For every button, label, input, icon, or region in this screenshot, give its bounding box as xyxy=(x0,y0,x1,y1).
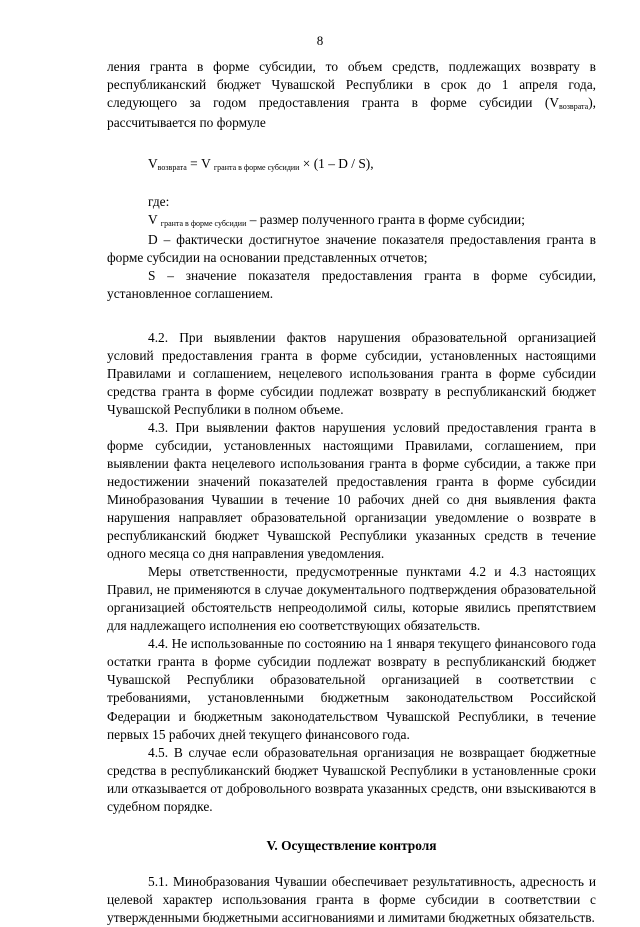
formula-rhs-tail: × (1 – D / S), xyxy=(299,156,374,172)
section-title: V. Осуществление контроля xyxy=(266,837,437,853)
formula-rhs-sub: гранта в форме субсидии xyxy=(213,163,300,173)
definition-v-main: V xyxy=(148,212,161,228)
page-number: 8 xyxy=(316,33,324,48)
where-label: где: xyxy=(148,194,170,210)
paragraph-4-5: 4.5. В случае если образовательная организация не возвращает бюджетные средства в республиканский бюджет Чувашской Республики в установленные сроки или отказывается от добровольного возврата указанных средств, они взыскиваются в судебном порядке. xyxy=(107,744,596,814)
definition-v-sub: гранта в форме субсидии xyxy=(160,219,247,229)
paragraph-4-4: 4.4. Не использованные по состоянию на 1 января текущего финансового года остатки гранта в форме субсидии подлежат возврату в республиканский бюджет Чувашской Республики образовательной организацией в соответствии с требованиями, установленными бюджетным законодательством Российской Федерации и бюджетным законодательством Чувашской Республики, в течение первых 15 рабочих дней текущего финансового года. xyxy=(107,636,596,742)
definition-v-text: – размер полученного гранта в форме субсидии; xyxy=(246,212,525,228)
definition-s: S – значение показателя предоставления гранта в форме субсидии, установленное соглашением. xyxy=(107,268,596,302)
formula-lhs-sub: возврата xyxy=(157,163,187,173)
intro-text-end: ), рассчитывается по формуле xyxy=(107,95,596,131)
intro-subscript: возврата xyxy=(559,102,589,112)
formula-equals: = V xyxy=(186,156,214,172)
paragraph-5-1: 5.1. Минобразования Чувашии обеспечивает результативность, адресность и целевой характер использования гранта в форме субсидии в соответствии с утвержденными бюджетными ассигнованиями и лимитами бюджетных обязательств. xyxy=(107,873,596,925)
paragraph-intro xyxy=(107,58,596,132)
paragraph-4-3: 4.3. При выявлении фактов нарушения условий предоставления гранта в форме субсидии, установленных настоящими Правилами, соглашением, при выявлении факта нецелевого использования гранта в форме субсидии, а также при недостижении значений показателей предоставления гранта в форме субсидии Минобразования Чувашии в течение 10 рабочих дней со дня выявления факта нарушения направляет образовательной организации уведомление о возврате в республиканский бюджет Чувашской Республики указанных средств в течение одного месяца со дня направления уведомления. xyxy=(107,419,596,562)
document-body xyxy=(107,58,596,927)
definition-v xyxy=(107,211,596,231)
definition-d: D – фактически достигнутое значение показателя предоставления гранта в форме субсидии на основании представленных отчетов; xyxy=(107,232,596,266)
formula xyxy=(107,155,596,175)
paragraph-measures: Меры ответственности, предусмотренные пунктами 4.2 и 4.3 настоящих Правил, не применяются в случае документального подтверждения образовательной организацией обстоятельств непреодолимой силы, которые явились препятствием для надлежащего исполнения ею соответствующих обязательств. xyxy=(107,564,596,634)
paragraph-4-2: 4.2. При выявлении фактов нарушения образовательной организацией условий предоставления гранта в форме субсидии, установленных настоящими Правилами и соглашением, нецелевого использования гранта в форме субсидии средства гранта в форме субсидии подлежат возврату в республиканский бюджет Чувашской Республики в полном объеме. xyxy=(107,329,596,417)
intro-text: ления гранта в форме субсидии, то объем средств, подлежащих возврату в республиканский бюджет Чувашской Республики в срок до 1 апреля года, следующего за годом предоставления гранта в форме субсидии (V xyxy=(107,59,596,111)
formula-lhs-main: V xyxy=(148,156,158,172)
